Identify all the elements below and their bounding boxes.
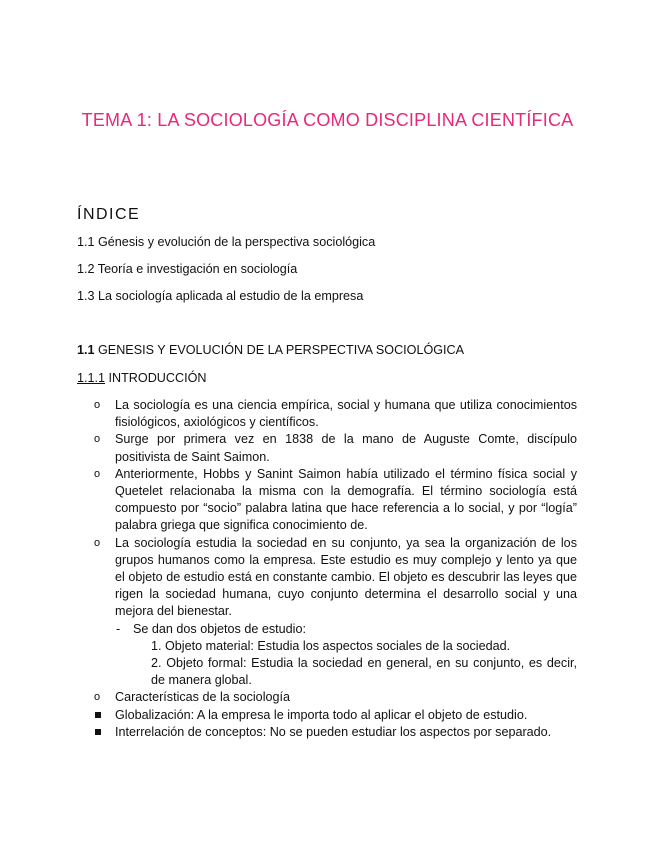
characteristic-item	[77, 724, 577, 741]
characteristic-text: Globalización: A la empresa le importa todo al aplicar el objeto de estudio.	[115, 707, 528, 722]
characteristic-item	[77, 707, 577, 724]
index-heading: ÍNDICE	[77, 206, 141, 223]
list-item-text: Surge por primera vez en 1838 de la mano de Auguste Comte, discípulo positivista de Saint Saimon.	[115, 432, 577, 464]
toc-item-1-2: 1.2 Teoría e investigación en sociología	[77, 262, 298, 276]
list-item-text: La sociología estudia la sociedad en su conjunto, ya sea la organización de los grupos humanos como la empresa. Este estudio es muy complejo y lento ya que el objeto de estudio está en constante cambio. El objeto es descubrir las leyes que rigen la sociedad humana, cuyo conjunto determina el desarrollo social y una mejora del bienestar.	[115, 535, 577, 619]
section-number: 1.1	[77, 343, 95, 357]
circle-bullet-icon: o	[94, 399, 101, 411]
subsection-heading	[77, 371, 206, 385]
toc-item-1-3: 1.3 La sociología aplicada al estudio de la empresa	[77, 289, 364, 303]
circle-bullet-icon: o	[94, 467, 101, 480]
section-title: GENESIS Y EVOLUCIÓN DE LA PERSPECTIVA SOCIOLÓGICA	[98, 343, 465, 357]
list-item-text: Anteriormente, Hobbs y Sanint Saimon había utilizado el término física social y Quetelet relacionaba la misma con la demografía. El término sociología está compuesto por “socio” palabra latina que hace referencia a lo social, y por “logía” palabra griega que significa conocimiento de.	[115, 466, 577, 533]
circle-bullet-icon: o	[94, 536, 101, 549]
numbered-item: 1. Objeto material: Estudia los aspectos sociales de la sociedad.	[151, 638, 511, 653]
list-item-text: Características de la sociología	[115, 690, 290, 705]
circle-bullet-icon: o	[94, 691, 101, 704]
list-item	[77, 397, 577, 431]
numbered-item: 2. Objeto formal: Estudia la sociedad en general, en su conjunto, es decir, de manera global.	[151, 656, 577, 688]
sublist-item	[115, 621, 577, 690]
list-item-text: La sociología es una ciencia empírica, social y humana que utiliza conocimientos fisiológicos, axiológicos y científicos.	[115, 398, 577, 430]
subsection-title: INTRODUCCIÓN	[108, 371, 207, 385]
toc-item-1-1: 1.1 Génesis y evolución de la perspectiva sociológica	[77, 235, 376, 249]
subsection-number: 1.1.1	[77, 371, 106, 385]
square-bullet-icon	[95, 729, 101, 735]
sublist-intro: Se dan dos objetos de estudio:	[133, 621, 306, 636]
bullet-list	[77, 397, 577, 741]
list-item	[77, 466, 577, 535]
characteristic-text: Interrelación de conceptos: No se pueden estudiar los aspectos por separado.	[115, 724, 552, 739]
circle-bullet-icon: o	[94, 433, 101, 446]
list-item	[77, 431, 577, 465]
list-item	[77, 689, 577, 706]
section-heading	[77, 343, 464, 357]
dash-bullet-icon: -	[116, 621, 121, 636]
list-item	[77, 535, 577, 690]
square-bullet-icon	[95, 712, 101, 718]
document-title: TEMA 1: LA SOCIOLOGÍA COMO DISCIPLINA CIENTÍFICA	[81, 110, 574, 130]
